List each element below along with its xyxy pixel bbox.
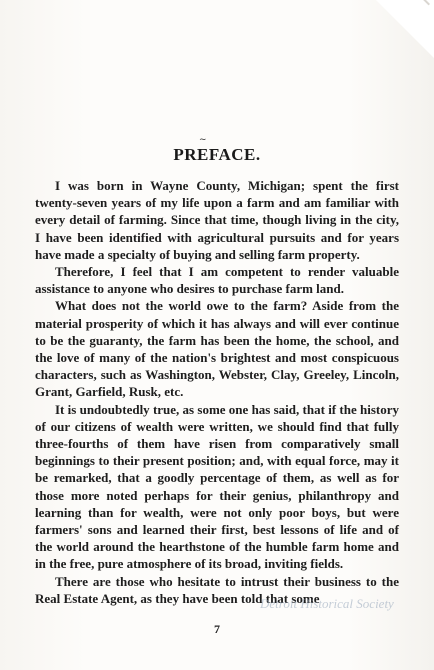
page-title: PREFACE. [173, 145, 261, 164]
ornament-mark: ~ [199, 135, 207, 145]
page-number: 7 [214, 622, 220, 636]
paragraph-3: What does not the world owe to the farm? Aside from the material prosperity of which it has always and will ever continue to be the guaranty, the farm has been the home, the school, and the love of many of the nation's brightest and most conspicuous characters, such as Washington, Webster, Clay, Greeley, Lincoln, Grant, Garfield, Rusk, etc. [35, 298, 399, 400]
paragraph-5: There are those who hesitate to intrust their business to the Real Estate Agent, as they have been told that some [35, 573, 399, 606]
page-corner-fold [376, 0, 434, 58]
paragraph-2: Therefore, I feel that I am competent to render valuable assistance to anyone who desires to purchase farm land. [35, 264, 399, 297]
watermark: Detroit Historical Society [260, 596, 394, 611]
preface-body [35, 177, 399, 607]
paragraph-4: It is undoubtedly true, as some one has said, that if the history of our citizens of wealth were written, we should find that fully three-fourths of them have risen from comparatively small beginnings to their present position; and, with equal force, may it be remarked, that a goodly percentage of them, as well as for those more noted perhaps for their genius, philanthropy and learning than for wealth, were not only poor boys, but were farmers' sons and learned their first, best lessons of life and of the world around the hearthstone of the humble farm home and in the free, pure atmosphere of its broad, inviting fields. [35, 401, 399, 572]
paragraph-1: I was born in Wayne County, Michigan; spent the first twenty-seven years of my life upon a farm and am familiar with every detail of farming. Since that time, though living in the city, I have been identified with agricultural pursuits and for years have made a specialty of buying and selling farm property. [35, 178, 399, 262]
